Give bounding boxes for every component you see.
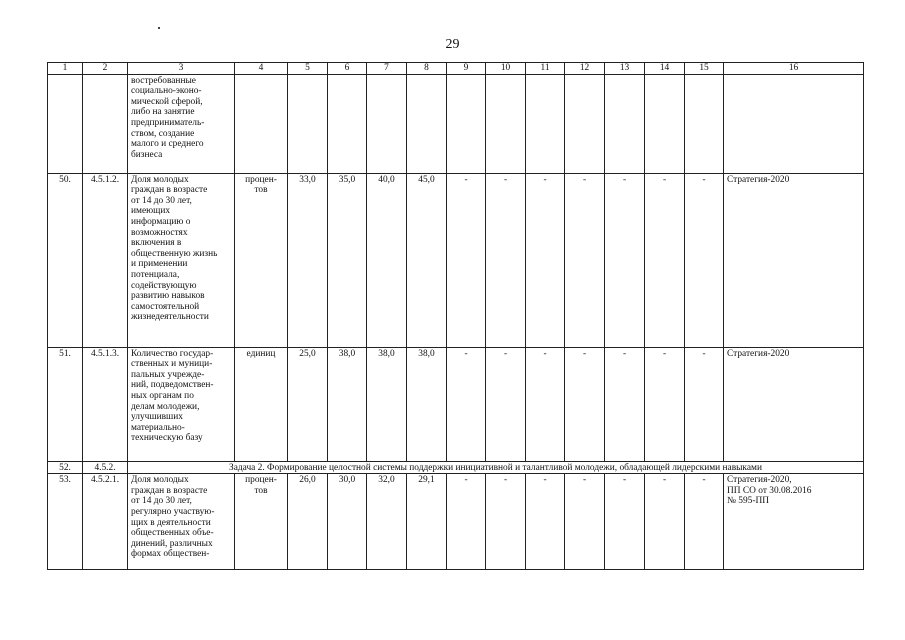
header-cell: 12: [565, 63, 605, 75]
value-cell: -: [447, 474, 486, 570]
table-row: [48, 474, 864, 570]
source-cell: Стратегия-2020: [724, 173, 864, 347]
header-cell: 6: [328, 63, 367, 75]
header-cell: 7: [367, 63, 407, 75]
row-number: 51.: [48, 347, 83, 461]
value-cell: 33,0: [288, 173, 328, 347]
page-number: 29: [445, 37, 460, 52]
header-cell: 11: [526, 63, 565, 75]
value-cell: 38,0: [367, 347, 407, 461]
value-cell: -: [565, 173, 605, 347]
row-number: 53.: [48, 474, 83, 570]
value-cell: -: [486, 173, 526, 347]
value-cell: -: [685, 474, 724, 570]
value-cell: 38,0: [328, 347, 367, 461]
value-cell: 26,0: [288, 474, 328, 570]
header-cell: 16: [724, 63, 864, 75]
value-cell: -: [486, 347, 526, 461]
value-cell: -: [605, 173, 645, 347]
indicator-code: 4.5.2.: [83, 461, 128, 474]
header-cell: 13: [605, 63, 645, 75]
row-number: 52.: [48, 461, 83, 474]
value-cell: 30,0: [328, 474, 367, 570]
unit: процен- тов: [235, 173, 288, 347]
value-cell: -: [685, 173, 724, 347]
value-cell: -: [447, 173, 486, 347]
task-title: Задача 2. Формирование целостной системы поддержки инициативной и талантливой молодежи, обладающей лидерскими навыками: [128, 461, 864, 474]
indicator-name: востребованные социально-эконо- мической сферой, либо на занятие предприниматель- ством, создание малого и среднего бизнеса: [128, 74, 235, 173]
row-number: 50.: [48, 173, 83, 347]
value-cell: -: [685, 347, 724, 461]
indicator-code: 4.5.1.2.: [83, 173, 128, 347]
value-cell: 38,0: [407, 347, 447, 461]
header-cell: 10: [486, 63, 526, 75]
header-cell: 15: [685, 63, 724, 75]
header-cell: 14: [645, 63, 685, 75]
header-cell: 9: [447, 63, 486, 75]
indicators-table: [47, 62, 864, 570]
indicator-name: Доля молодых граждан в возрасте от 14 до 30 лет, имеющих информацию о возможностях включения в общественную жизнь и применении потенциала, содействующую развитию навыков самостоятельной жизнедеятельности: [128, 173, 235, 347]
value-cell: -: [526, 347, 565, 461]
value-cell: 40,0: [367, 173, 407, 347]
value-cell: -: [645, 347, 685, 461]
header-cell: 5: [288, 63, 328, 75]
column-number-row: [48, 63, 864, 75]
value-cell: 45,0: [407, 173, 447, 347]
value-cell: -: [645, 173, 685, 347]
indicator-code: 4.5.1.3.: [83, 347, 128, 461]
value-cell: -: [605, 347, 645, 461]
header-cell: 3: [128, 63, 235, 75]
value-cell: -: [486, 474, 526, 570]
header-cell: 4: [235, 63, 288, 75]
task-row: [48, 461, 864, 474]
value-cell: -: [645, 474, 685, 570]
source-cell: Стратегия-2020: [724, 347, 864, 461]
value-cell: -: [447, 347, 486, 461]
value-cell: 32,0: [367, 474, 407, 570]
value-cell: -: [526, 173, 565, 347]
source-cell: Стратегия-2020, ПП СО от 30.08.2016 № 595-ПП: [724, 474, 864, 570]
header-cell: 1: [48, 63, 83, 75]
header-cell: 8: [407, 63, 447, 75]
unit: единиц: [235, 347, 288, 461]
table-row: [48, 173, 864, 347]
value-cell: -: [565, 347, 605, 461]
header-cell: 2: [83, 63, 128, 75]
value-cell: -: [565, 474, 605, 570]
indicator-name: Доля молодых граждан в возрасте от 14 до 30 лет, регулярно участвую- щих в деятельности общественных объе- динений, различных формах обществен-: [128, 474, 235, 570]
value-cell: -: [526, 474, 565, 570]
value-cell: -: [605, 474, 645, 570]
table-row: [48, 347, 864, 461]
value-cell: 29,1: [407, 474, 447, 570]
unit: процен- тов: [235, 474, 288, 570]
indicator-name: Количество государ- ственных и муници- пальных учрежде- ний, подведомствен- ных органам по делам молодежи, улучшивших материально- техническую базу: [128, 347, 235, 461]
value-cell: 35,0: [328, 173, 367, 347]
continuation-row: [48, 74, 864, 173]
scan-speck: [158, 27, 160, 29]
indicator-code: 4.5.2.1.: [83, 474, 128, 570]
value-cell: 25,0: [288, 347, 328, 461]
